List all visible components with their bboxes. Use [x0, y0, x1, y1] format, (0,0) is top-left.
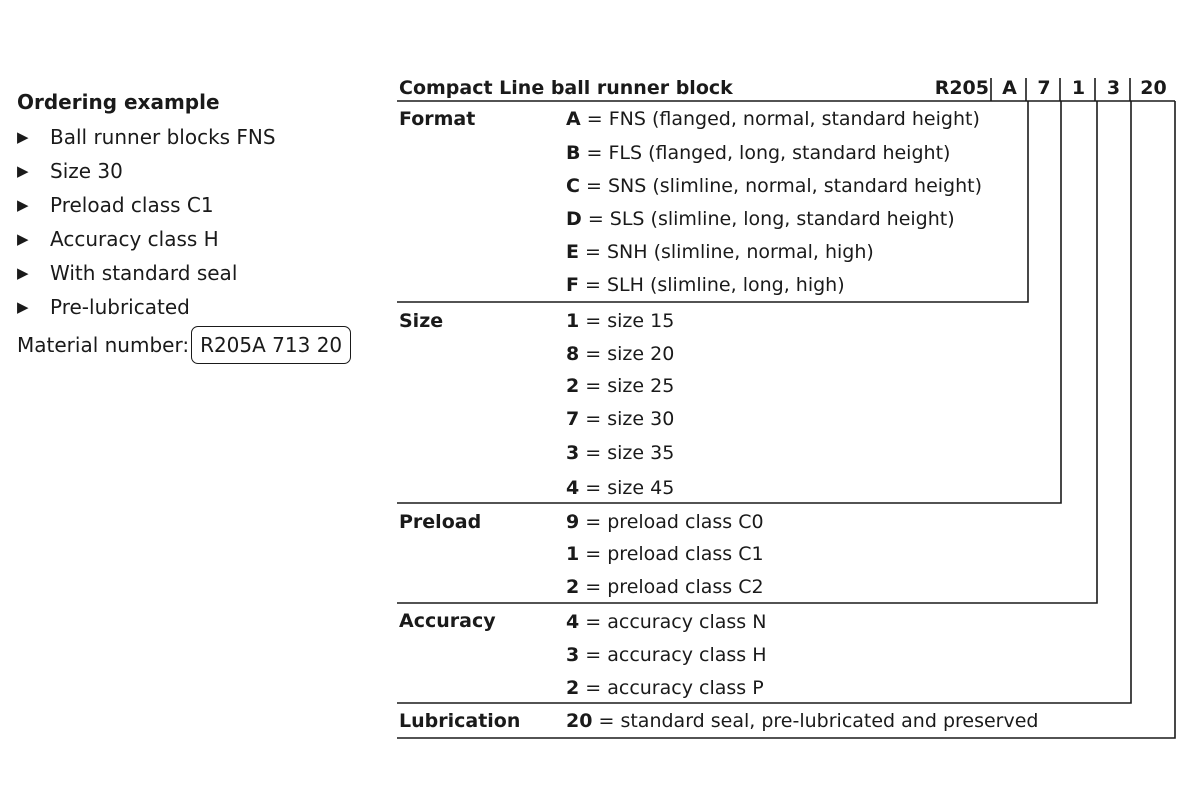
option-text: = accuracy class P [579, 677, 764, 699]
bullet-triangle-icon: ▶ [17, 230, 29, 248]
option-row [566, 373, 674, 399]
option-row [566, 475, 674, 501]
list-item-label: With standard seal [50, 261, 238, 285]
bullet-triangle-icon: ▶ [17, 264, 29, 282]
option-row [566, 609, 766, 635]
option-text: = standard seal, pre-lubricated and preserved [592, 710, 1039, 732]
bullet-triangle-icon: ▶ [17, 162, 29, 180]
option-code: 3 [566, 442, 580, 464]
option-text: = SLH (slimline, long, high) [578, 274, 845, 296]
section-format-label: Format [399, 108, 476, 130]
option-code: 2 [566, 576, 580, 598]
option-text: = accuracy class N [579, 611, 767, 633]
option-code: F [566, 274, 579, 296]
material-number-box: R205A 713 20 [191, 326, 351, 364]
base-code: R205 [934, 77, 989, 99]
option-text: = size 25 [579, 375, 675, 397]
list-item-label: Preload class C1 [50, 193, 214, 217]
section-lubrication-label: Lubrication [399, 710, 521, 732]
code-accuracy: 3 [1106, 77, 1121, 99]
option-text: = size 45 [579, 477, 675, 499]
option-text: = preload class C0 [579, 511, 764, 533]
option-row [566, 206, 955, 232]
option-row [566, 708, 1038, 734]
option-row [566, 541, 764, 567]
list-item-label: Pre-lubricated [50, 295, 190, 319]
option-row [566, 642, 767, 668]
list-item-label: Size 30 [50, 159, 123, 183]
option-code: E [566, 241, 579, 263]
bullet-triangle-icon: ▶ [17, 196, 29, 214]
option-row [566, 140, 950, 166]
option-row [566, 574, 764, 600]
option-row [566, 440, 674, 466]
option-code: A [566, 108, 581, 130]
bullet-triangle-icon: ▶ [17, 128, 29, 146]
option-code: 4 [566, 477, 580, 499]
option-row [566, 675, 764, 701]
option-text: = preload class C1 [579, 543, 764, 565]
bullet-triangle-icon: ▶ [17, 298, 29, 316]
option-text: = FLS (flanged, long, standard height) [580, 142, 951, 164]
option-code: 3 [566, 644, 580, 666]
option-code: 7 [566, 408, 580, 430]
option-row [566, 272, 845, 298]
option-row [566, 308, 674, 334]
option-row [566, 341, 674, 367]
table-title: Compact Line ball runner block [399, 77, 733, 99]
list-item-label: Accuracy class H [50, 227, 219, 251]
option-code: 2 [566, 375, 580, 397]
list-item-label: Ball runner blocks FNS [50, 125, 276, 149]
option-text: = size 30 [579, 408, 675, 430]
code-format: A [1002, 77, 1017, 99]
section-preload-label: Preload [399, 511, 482, 533]
option-row [566, 509, 764, 535]
option-code: 1 [566, 310, 580, 332]
option-code: 1 [566, 543, 580, 565]
option-code: 4 [566, 611, 580, 633]
option-text: = SNH (slimline, normal, high) [578, 241, 874, 263]
ordering-example-title: Ordering example [17, 90, 220, 114]
code-preload: 1 [1071, 77, 1086, 99]
option-code: 2 [566, 677, 580, 699]
code-lubrication: 20 [1140, 77, 1167, 99]
option-code: 9 [566, 511, 580, 533]
option-text: = FNS (flanged, normal, standard height) [580, 108, 980, 130]
option-row [566, 406, 674, 432]
option-row [566, 106, 980, 132]
option-code: D [566, 208, 582, 230]
material-number-label: Material number: [17, 333, 190, 357]
option-code: B [566, 142, 581, 164]
section-accuracy-label: Accuracy [399, 610, 496, 632]
option-text: = accuracy class H [579, 644, 767, 666]
option-code: C [566, 175, 580, 197]
option-text: = size 35 [579, 442, 675, 464]
option-text: = SNS (slimline, normal, standard height) [579, 175, 983, 197]
option-code: 20 [566, 710, 593, 732]
section-size-label: Size [399, 310, 444, 332]
option-text: = size 15 [579, 310, 675, 332]
code-size: 7 [1037, 77, 1051, 99]
option-text: = preload class C2 [579, 576, 764, 598]
option-text: = SLS (slimline, long, standard height) [581, 208, 955, 230]
option-text: = size 20 [579, 343, 675, 365]
option-row [566, 239, 874, 265]
option-code: 8 [566, 343, 580, 365]
option-row [566, 173, 982, 199]
